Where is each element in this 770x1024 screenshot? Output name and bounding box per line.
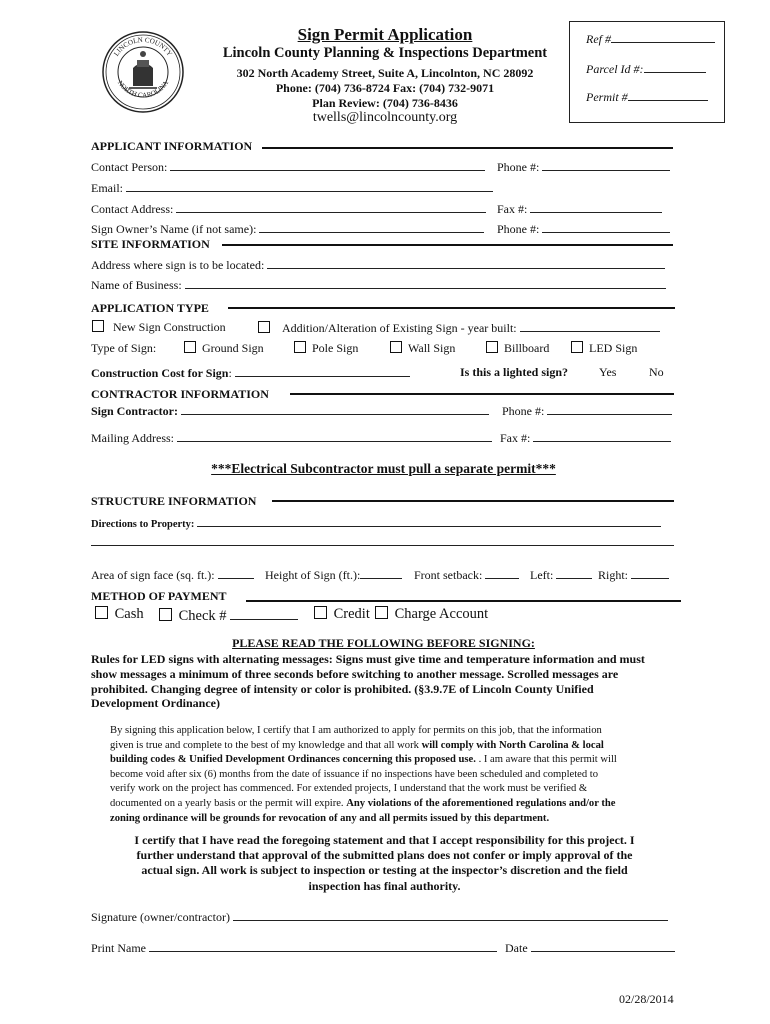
construction-cost-field[interactable]: Construction Cost for Sign:	[91, 365, 410, 381]
sign-contractor-field[interactable]: Sign Contractor:	[91, 403, 489, 419]
email-field[interactable]: Email:	[91, 180, 493, 196]
ground-sign-checkbox[interactable]: Ground Sign	[184, 341, 264, 356]
lighted-no-option[interactable]: No	[649, 365, 664, 379]
contractor-section-heading: CONTRACTOR INFORMATION	[91, 387, 269, 401]
department-email: twells@lincolncounty.org	[312, 110, 458, 125]
contact-person-field[interactable]: Contact Person:	[91, 159, 485, 175]
footer-revision-date: 02/28/2014	[619, 992, 674, 1006]
contractor-fax-field[interactable]: Fax #:	[500, 430, 671, 446]
county-seal	[101, 30, 185, 114]
mailing-address-field[interactable]: Mailing Address:	[91, 430, 492, 446]
led-rules-line: prohibited. Changing degree of intensity or color is prohibited. (§3.9.7E of Lincoln County Unified	[91, 681, 594, 696]
sign-type-label: Type of Sign:	[91, 341, 157, 355]
responsibility-line: actual sign. All work is subject to inspection or testing at the inspector’s discretion and the field	[141, 863, 628, 878]
right-setback-field[interactable]: Right:	[598, 567, 669, 583]
responsibility-line: I certify that I have read the foregoing statement and that I accept responsibility for this project. I	[134, 833, 635, 847]
ref-number-field[interactable]: Ref #	[586, 32, 715, 47]
cash-checkbox[interactable]: Cash	[95, 606, 144, 623]
contact-address-field[interactable]: Contact Address:	[91, 201, 486, 217]
led-sign-checkbox[interactable]: LED Sign	[571, 341, 637, 356]
alteration-checkbox[interactable]: Addition/Alteration of Existing Sign - year built:	[258, 320, 660, 336]
applicant-section-heading: APPLICANT INFORMATION	[91, 139, 253, 153]
pole-sign-checkbox[interactable]: Pole Sign	[294, 341, 358, 356]
new-sign-checkbox[interactable]: New Sign Construction	[92, 320, 226, 335]
charge-account-checkbox[interactable]: Charge Account	[375, 606, 488, 623]
responsibility-line: further understand that approval of the submitted plans does not confer or imply approval of the	[136, 848, 633, 863]
read-before-signing-heading: PLEASE READ THE FOLLOWING BEFORE SIGNING:	[232, 636, 535, 650]
payment-section-heading: METHOD OF PAYMENT	[91, 589, 227, 603]
wall-sign-checkbox[interactable]: Wall Sign	[390, 341, 455, 356]
print-name-field[interactable]: Print Name	[91, 940, 497, 956]
responsibility-statement	[112, 833, 657, 894]
permit-number-field[interactable]: Permit #	[586, 90, 708, 105]
sign-owner-phone-field[interactable]: Phone #:	[497, 221, 670, 237]
svg-text:NORTH CAROLINA: NORTH CAROLINA	[115, 79, 171, 100]
credit-checkbox[interactable]: Credit	[314, 606, 370, 623]
directions-field[interactable]: Directions to Property:	[91, 515, 661, 530]
front-setback-field[interactable]: Front setback:	[414, 567, 519, 583]
led-rules-paragraph	[91, 652, 686, 711]
led-rules-line: show messages a minimum of three seconds before switching to another message. Scrolled messages are	[91, 666, 619, 681]
application-type-heading: APPLICATION TYPE	[91, 301, 209, 315]
section-rule	[272, 500, 674, 502]
sign-area-field[interactable]: Area of sign face (sq. ft.):	[91, 567, 254, 583]
section-rule	[246, 600, 681, 602]
sign-height-field[interactable]: Height of Sign (ft.):	[265, 567, 402, 583]
responsibility-line: inspection has final authority.	[308, 878, 461, 893]
section-rule	[290, 393, 674, 395]
section-rule	[228, 307, 675, 309]
certification-line: given is true and complete to the best of my knowledge and that all work will comply with North Carolina & local	[110, 739, 604, 751]
applicant-phone-field[interactable]: Phone #:	[497, 159, 670, 175]
department-address: 302 North Academy Street, Suite A, Lincolnton, NC 28092	[236, 66, 534, 80]
certification-paragraph	[110, 724, 665, 826]
site-section-heading: SITE INFORMATION	[91, 237, 210, 251]
sign-owner-name-field[interactable]: Sign Owner’s Name (if not same):	[91, 221, 484, 237]
plan-review-phone: Plan Review: (704) 736-8436	[312, 96, 458, 110]
svg-text:LINCOLN COUNTY: LINCOLN COUNTY	[112, 35, 174, 58]
led-rules-line: Rules for LED signs with alternating messages: Signs must give time and temperature information and must	[91, 652, 645, 666]
business-name-field[interactable]: Name of Business:	[91, 277, 666, 293]
electrical-permit-notice: ***Electrical Subcontractor must pull a separate permit***	[211, 461, 556, 476]
certification-line: verify work on the project has commenced. For extended projects, I understand that the work must be verified &	[110, 783, 588, 795]
led-rules-line: Development Ordinance)	[91, 696, 220, 711]
applicant-fax-field[interactable]: Fax #:	[497, 201, 662, 217]
sign-location-address-field[interactable]: Address where sign is to be located:	[91, 257, 665, 273]
certification-line: zoning ordinance will be grounds for revocation of any and all permits issued by this department.	[110, 812, 550, 824]
left-setback-field[interactable]: Left:	[530, 567, 592, 583]
billboard-checkbox[interactable]: Billboard	[486, 341, 549, 356]
lighted-sign-question: Is this a lighted sign?	[460, 365, 569, 379]
signature-field[interactable]: Signature (owner/contractor)	[91, 909, 668, 925]
form-title: Sign Permit Application	[297, 25, 473, 44]
certification-line: become void after six (6) months from the date of issuance if no inspections have been scheduled and completed to	[110, 768, 599, 780]
directions-extra-line[interactable]	[91, 545, 674, 546]
contractor-phone-field[interactable]: Phone #:	[502, 403, 672, 419]
certification-line: By signing this application below, I certify that I am authorized to apply for permits on this job, that the information	[110, 725, 602, 736]
certification-line: documented on a yearly basis or the permit will expire. Any violations of the aforementioned regulations and/or the	[110, 797, 616, 809]
section-rule	[222, 244, 673, 246]
section-rule	[262, 147, 673, 149]
department-phone-fax: Phone: (704) 736-8724 Fax: (704) 732-9071	[275, 81, 495, 95]
date-field[interactable]: Date	[505, 940, 675, 956]
lighted-yes-option[interactable]: Yes	[599, 365, 617, 379]
structure-section-heading: STRUCTURE INFORMATION	[91, 494, 257, 508]
certification-line: building codes & Unified Development Ordinances concerning this proposed use. . I am aware that this permit will	[110, 754, 617, 766]
parcel-id-field[interactable]: Parcel Id #:	[586, 62, 706, 77]
check-checkbox[interactable]: Check #	[159, 606, 298, 625]
department-name: Lincoln County Planning & Inspections Department	[222, 45, 548, 61]
